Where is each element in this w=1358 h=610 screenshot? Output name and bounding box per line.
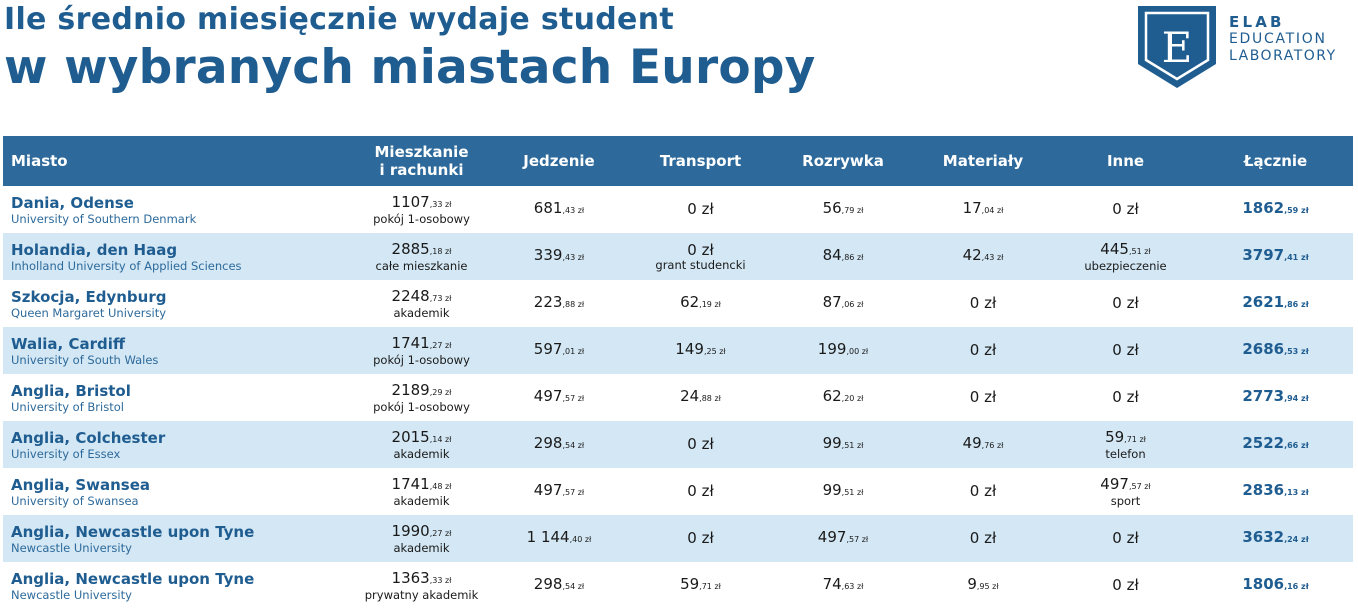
cell-transport (628, 233, 773, 280)
cell-city (3, 374, 353, 421)
cell-materials (913, 468, 1053, 515)
cell-other (1053, 421, 1198, 468)
amount-materials: 17,04 zł (962, 199, 1004, 217)
cell-housing (353, 468, 490, 515)
university-name: University of Essex (11, 446, 121, 461)
logo-line-1: ELAB (1229, 13, 1285, 31)
cell-other (1053, 562, 1198, 609)
amount-materials: 9,95 zł (967, 575, 999, 593)
amount-transport: 0 zł (687, 200, 714, 218)
amount-housing: 2015,14 zł (391, 427, 452, 446)
amount-housing: 1107,33 zł (391, 192, 452, 211)
cell-fun (773, 421, 913, 468)
title-line-2: w wybranych miastach Europy (4, 40, 816, 95)
amount-total: 1862,59 zł (1242, 199, 1309, 217)
col-header-materials: Materiały (913, 136, 1053, 186)
cell-housing (353, 562, 490, 609)
amount-fun: 99,51 zł (822, 434, 864, 452)
cell-city (3, 233, 353, 280)
amount-total: 2686,53 zł (1242, 340, 1309, 358)
amount-total: 2621,86 zł (1242, 293, 1309, 311)
amount-total: 3632,24 zł (1242, 528, 1309, 546)
cell-city (3, 562, 353, 609)
cell-other (1053, 186, 1198, 233)
cell-other (1053, 374, 1198, 421)
title-line-1: Ile średnio miesięcznie wydaje student (4, 2, 674, 37)
cell-housing (353, 374, 490, 421)
cell-food (490, 233, 628, 280)
cell-total (1198, 233, 1353, 280)
shield-logo-icon (1136, 4, 1218, 90)
cell-housing (353, 233, 490, 280)
university-name: University of Swansea (11, 493, 139, 508)
cell-fun (773, 562, 913, 609)
amount-fun: 497,57 zł (817, 528, 869, 546)
table-row (3, 374, 1353, 421)
cell-food (490, 280, 628, 327)
note-other: ubezpieczenie (1084, 258, 1167, 273)
university-name: University of Southern Denmark (11, 211, 197, 226)
amount-fun: 56,79 zł (822, 199, 864, 217)
amount-other: 59,71 zł (1105, 427, 1146, 446)
amount-food: 497,57 zł (533, 481, 585, 499)
cell-transport (628, 186, 773, 233)
city-name: Anglia, Newcastle upon Tyne (11, 522, 255, 541)
amount-total: 1806,16 zł (1242, 575, 1309, 593)
cell-housing (353, 186, 490, 233)
note-other: telefon (1105, 446, 1146, 461)
col-header-other: Inne (1053, 136, 1198, 186)
city-name: Dania, Odense (11, 193, 134, 212)
amount-housing: 1363,33 zł (391, 568, 452, 587)
cell-food (490, 327, 628, 374)
table-row (3, 468, 1353, 515)
amount-food: 497,57 zł (533, 387, 585, 405)
cell-fun (773, 233, 913, 280)
city-name: Walia, Cardiff (11, 334, 126, 353)
cell-materials (913, 327, 1053, 374)
amount-fun: 199,00 zł (817, 340, 869, 358)
table-row (3, 280, 1353, 327)
amount-other: 497,57 zł (1100, 474, 1151, 493)
table-row (3, 186, 1353, 233)
table-row (3, 421, 1353, 468)
cell-city (3, 186, 353, 233)
amount-transport: 149,25 zł (675, 340, 726, 358)
amount-transport: 62,19 zł (680, 293, 721, 311)
amount-materials: 49,76 zł (962, 434, 1004, 452)
amount-materials: 0 zł (969, 294, 997, 312)
cell-fun (773, 468, 913, 515)
city-name: Anglia, Colchester (11, 428, 166, 447)
col-header-transport: Transport (628, 136, 773, 186)
cell-total (1198, 280, 1353, 327)
col-header-food: Jedzenie (490, 136, 628, 186)
cell-food (490, 515, 628, 562)
cell-transport (628, 562, 773, 609)
cell-city (3, 468, 353, 515)
amount-materials: 0 zł (969, 482, 997, 500)
city-name: Anglia, Newcastle upon Tyne (11, 569, 255, 588)
table-row (3, 562, 1353, 609)
amount-fun: 99,51 zł (822, 481, 864, 499)
amount-housing: 2885,18 zł (391, 239, 452, 258)
university-name: Queen Margaret University (11, 305, 167, 320)
cell-total (1198, 468, 1353, 515)
cell-total (1198, 421, 1353, 468)
cell-other (1053, 468, 1198, 515)
cell-materials (913, 280, 1053, 327)
cell-total (1198, 562, 1353, 609)
cell-materials (913, 562, 1053, 609)
amount-food: 681,43 zł (533, 199, 585, 217)
cell-food (490, 186, 628, 233)
amount-total: 2836,13 zł (1242, 481, 1309, 499)
note-housing: akademik (393, 446, 450, 461)
cell-transport (628, 515, 773, 562)
amount-housing: 1741,27 zł (391, 333, 452, 352)
amount-other: 0 zł (1112, 576, 1139, 594)
cell-materials (913, 233, 1053, 280)
amount-housing: 1990,27 zł (391, 521, 452, 540)
cell-fun (773, 280, 913, 327)
amount-total: 2773,94 zł (1242, 387, 1309, 405)
cell-fun (773, 515, 913, 562)
amount-total: 2522,66 zł (1242, 434, 1309, 452)
amount-total: 3797,41 zł (1242, 246, 1309, 264)
amount-fun: 87,06 zł (822, 293, 864, 311)
university-name: Newcastle University (11, 587, 132, 602)
amount-fun: 62,20 zł (822, 387, 864, 405)
amount-transport: 0 zł (687, 482, 714, 500)
cell-transport (628, 468, 773, 515)
amount-transport: 0 zł (687, 435, 714, 453)
cell-materials (913, 374, 1053, 421)
amount-food: 298,54 zł (533, 434, 585, 452)
table-row (3, 515, 1353, 562)
elab-logo (1136, 4, 1352, 90)
city-name: Szkocja, Edynburg (11, 287, 167, 306)
amount-food: 223,88 zł (533, 293, 585, 311)
city-name: Anglia, Bristol (11, 381, 131, 400)
amount-materials: 0 zł (969, 529, 997, 547)
note-transport: grant studencki (655, 257, 746, 272)
amount-housing: 2248,73 zł (391, 286, 452, 305)
amount-other: 0 zł (1112, 294, 1139, 312)
note-housing: pokój 1-osobowy (373, 352, 470, 367)
amount-housing: 2189,29 zł (391, 380, 452, 399)
amount-materials: 42,43 zł (962, 246, 1004, 264)
university-name: Newcastle University (11, 540, 132, 555)
table-row (3, 233, 1353, 280)
amount-other: 0 zł (1112, 388, 1139, 406)
note-other: sport (1110, 493, 1141, 508)
cell-housing (353, 421, 490, 468)
city-name: Holandia, den Haag (11, 240, 178, 259)
col-header-housing: Mieszkanie i rachunki (353, 136, 490, 186)
cell-fun (773, 327, 913, 374)
cell-food (490, 468, 628, 515)
cell-total (1198, 515, 1353, 562)
cell-transport (628, 280, 773, 327)
amount-other: 0 zł (1112, 341, 1139, 359)
cell-food (490, 374, 628, 421)
cell-housing (353, 280, 490, 327)
amount-materials: 0 zł (969, 341, 997, 359)
cell-other (1053, 280, 1198, 327)
cell-city (3, 421, 353, 468)
amount-food: 597,01 zł (533, 340, 585, 358)
cell-transport (628, 327, 773, 374)
cell-materials (913, 421, 1053, 468)
note-housing: akademik (393, 305, 450, 320)
cell-total (1198, 186, 1353, 233)
expenses-table (3, 136, 1353, 609)
note-housing: pokój 1-osobowy (373, 399, 470, 414)
amount-other: 445,51 zł (1100, 239, 1151, 258)
amount-transport: 0 zł (687, 240, 714, 259)
amount-transport: 0 zł (687, 529, 714, 547)
amount-transport: 24,88 zł (680, 387, 721, 405)
cell-total (1198, 327, 1353, 374)
amount-food: 298,54 zł (533, 575, 585, 593)
col-header-fun: Rozrywka (773, 136, 913, 186)
cell-food (490, 562, 628, 609)
cell-city (3, 327, 353, 374)
cell-fun (773, 374, 913, 421)
note-housing: pokój 1-osobowy (373, 211, 470, 226)
cell-city (3, 515, 353, 562)
cell-materials (913, 186, 1053, 233)
cell-other (1053, 233, 1198, 280)
amount-other: 0 zł (1112, 529, 1139, 547)
cell-other (1053, 327, 1198, 374)
amount-fun: 74,63 zł (822, 575, 864, 593)
university-name: Inholland University of Applied Sciences (11, 258, 242, 273)
university-name: University of South Wales (11, 352, 159, 367)
col-header-city: Miasto (3, 136, 353, 186)
note-housing: prywatny akademik (364, 587, 479, 602)
col-header-total: Łącznie (1198, 136, 1353, 186)
amount-food: 339,43 zł (533, 246, 585, 264)
amount-materials: 0 zł (969, 388, 997, 406)
amount-housing: 1741,48 zł (391, 474, 452, 493)
cell-transport (628, 421, 773, 468)
amount-fun: 84,86 zł (822, 246, 864, 264)
note-housing: akademik (393, 493, 450, 508)
logo-line-3: LABORATORY (1229, 48, 1337, 64)
note-housing: akademik (393, 540, 450, 555)
cell-fun (773, 186, 913, 233)
university-name: University of Bristol (11, 399, 124, 414)
cell-materials (913, 515, 1053, 562)
cell-housing (353, 327, 490, 374)
amount-other: 0 zł (1112, 200, 1139, 218)
table-header-row (3, 136, 1353, 186)
cell-housing (353, 515, 490, 562)
logo-line-2: EDUCATION (1229, 31, 1327, 47)
amount-transport: 59,71 zł (680, 575, 721, 593)
city-name: Anglia, Swansea (11, 475, 151, 494)
amount-food: 1 144,40 zł (526, 528, 592, 546)
table-row (3, 327, 1353, 374)
cell-other (1053, 515, 1198, 562)
logo-letter: E (1161, 23, 1193, 72)
cell-transport (628, 374, 773, 421)
cell-total (1198, 374, 1353, 421)
cell-city (3, 280, 353, 327)
note-housing: całe mieszkanie (375, 258, 468, 273)
cell-food (490, 421, 628, 468)
